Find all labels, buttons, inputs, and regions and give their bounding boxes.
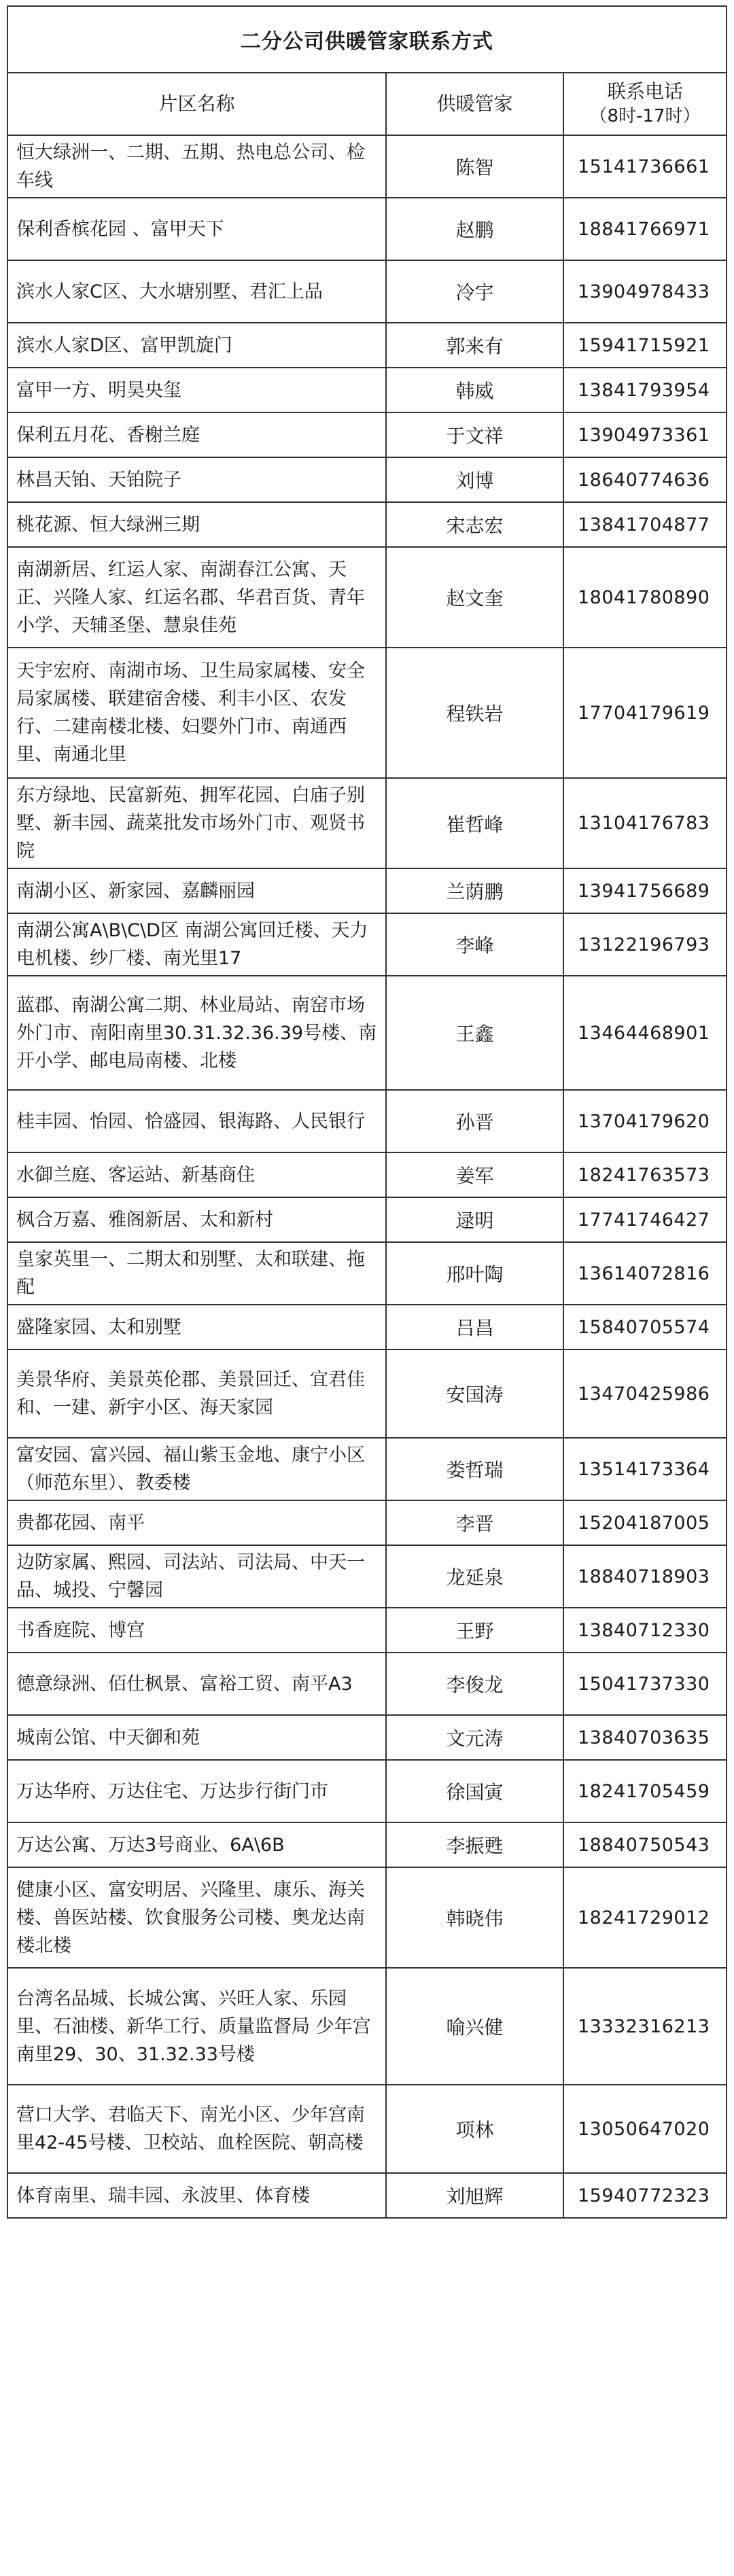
table-row (7, 323, 727, 368)
area-name-cell: 台湾名品城、长城公寓、兴旺人家、乐园里、石油楼、新华工行、质量监督局 少年宫南里29、30、31.32.33号楼 (7, 1968, 386, 2085)
phone-number-cell: 13614072816 (563, 1242, 727, 1305)
table-row (7, 1349, 727, 1438)
area-name-cell: 桃花源、恒大绿洲三期 (7, 502, 386, 547)
area-name-cell: 滨水人家C区、大水塘别墅、君汇上品 (7, 260, 386, 323)
area-name-cell: 万达华府、万达住宅、万达步行街门市 (7, 1760, 386, 1822)
area-name-cell: 美景华府、美景英伦郡、美景回迁、宜君佳和、一建、新宇小区、海天家园 (7, 1349, 386, 1438)
table-row (7, 1653, 727, 1715)
table-row (7, 1545, 727, 1608)
area-name-cell: 体育南里、瑞丰园、永波里、体育楼 (7, 2173, 386, 2218)
table-row (7, 260, 727, 323)
manager-name-cell: 冷宇 (386, 260, 563, 323)
table-row (7, 2173, 727, 2218)
phone-number-cell: 18840718903 (563, 1545, 727, 1608)
phone-number-cell: 13122196793 (563, 913, 727, 976)
table-row (7, 648, 727, 778)
area-name-cell: 边防家属、熙园、司法站、司法局、中天一品、城投、宁馨园 (7, 1545, 386, 1608)
phone-number-cell: 13840703635 (563, 1715, 727, 1760)
phone-number-cell: 13841704877 (563, 502, 727, 547)
phone-number-cell: 15940772323 (563, 2173, 727, 2218)
area-name-cell: 桂丰园、怡园、恰盛园、银海路、人民银行 (7, 1090, 386, 1152)
table-row (7, 1500, 727, 1545)
manager-name-cell: 龙延泉 (386, 1545, 563, 1608)
table-row (7, 1152, 727, 1197)
table-row (7, 2085, 727, 2173)
phone-number-cell: 18241763573 (563, 1152, 727, 1197)
table-row (7, 868, 727, 913)
manager-name-cell: 于文祥 (386, 412, 563, 457)
manager-name-cell: 赵文奎 (386, 547, 563, 648)
table-row (7, 1305, 727, 1349)
table-row (7, 1438, 727, 1500)
area-name-cell: 保利香槟花园 、富甲天下 (7, 198, 386, 260)
manager-name-cell: 李俊龙 (386, 1653, 563, 1715)
phone-number-cell: 13840712330 (563, 1608, 727, 1653)
area-name-cell: 东方绿地、民富新苑、拥军花园、白庙子别墅、新丰园、蔬菜批发市场外门市、观贤书院 (7, 778, 386, 868)
table-row (7, 1968, 727, 2085)
manager-name-cell: 王鑫 (386, 976, 563, 1090)
table-row (7, 778, 727, 868)
table-row (7, 547, 727, 648)
table-row (7, 135, 727, 198)
area-name-cell: 营口大学、君临天下、南光小区、少年宫南里42-45号楼、卫校站、血栓医院、朝高楼 (7, 2085, 386, 2173)
manager-name-cell: 刘博 (386, 457, 563, 502)
area-name-cell: 城南公馆、中天御和苑 (7, 1715, 386, 1760)
phone-number-cell: 18841766971 (563, 198, 727, 260)
manager-name-cell: 赵鹏 (386, 198, 563, 260)
manager-name-cell: 孙晋 (386, 1090, 563, 1152)
area-name-cell: 健康小区、富安明居、兴隆里、康乐、海关楼、兽医站楼、饮食服务公司楼、奥龙达南楼北楼 (7, 1867, 386, 1968)
manager-name-cell: 喻兴健 (386, 1968, 563, 2085)
contact-table (7, 5, 727, 2219)
area-name-cell: 南湖新居、红运人家、南湖春江公寓、天正、兴隆人家、红运名郡、华君百货、青年小学、天辅圣堡、慧泉佳苑 (7, 547, 386, 648)
manager-name-cell: 徐国寅 (386, 1760, 563, 1822)
phone-number-cell: 15041737330 (563, 1653, 727, 1715)
area-name-cell: 保利五月花、香榭兰庭 (7, 412, 386, 457)
area-name-cell: 富安园、富兴园、福山紫玉金地、康宁小区（师范东里）、教委楼 (7, 1438, 386, 1500)
phone-number-cell: 15204187005 (563, 1500, 727, 1545)
area-name-cell: 恒大绿洲一、二期、五期、热电总公司、检车线 (7, 135, 386, 198)
table-row (7, 1197, 727, 1242)
manager-name-cell: 安国涛 (386, 1349, 563, 1438)
header-row (7, 73, 727, 135)
header-area: 片区名称 (7, 73, 386, 135)
phone-number-cell: 15941715921 (563, 323, 727, 368)
manager-name-cell: 宋志宏 (386, 502, 563, 547)
table-row (7, 1822, 727, 1867)
area-name-cell: 天宇宏府、南湖市场、卫生局家属楼、安全局家属楼、联建宿舍楼、利丰小区、农发行、二建南楼北楼、妇婴外门市、南通西里、南通北里 (7, 648, 386, 778)
table-row (7, 457, 727, 502)
table-row (7, 368, 727, 412)
table-row (7, 1242, 727, 1305)
manager-name-cell: 吕昌 (386, 1305, 563, 1349)
header-phone (563, 73, 727, 135)
page-title: 二分公司供暖管家联系方式 (7, 6, 727, 73)
phone-number-cell: 17741746427 (563, 1197, 727, 1242)
area-name-cell: 林昌天铂、天铂院子 (7, 457, 386, 502)
table-row (7, 198, 727, 260)
phone-number-cell: 13470425986 (563, 1349, 727, 1438)
manager-name-cell: 项林 (386, 2085, 563, 2173)
table-row (7, 412, 727, 457)
phone-number-cell: 17704179619 (563, 648, 727, 778)
phone-number-cell: 18241729012 (563, 1867, 727, 1968)
table-row (7, 1760, 727, 1822)
phone-number-cell: 13704179620 (563, 1090, 727, 1152)
manager-name-cell: 邢叶陶 (386, 1242, 563, 1305)
manager-name-cell: 兰荫鹏 (386, 868, 563, 913)
manager-name-cell: 韩威 (386, 368, 563, 412)
manager-name-cell: 姜军 (386, 1152, 563, 1197)
manager-name-cell: 李峰 (386, 913, 563, 976)
phone-number-cell: 18640774636 (563, 457, 727, 502)
area-name-cell: 滨水人家D区、富甲凯旋门 (7, 323, 386, 368)
area-name-cell: 德意绿洲、佰仕枫景、富裕工贸、南平A3 (7, 1653, 386, 1715)
area-name-cell: 皇家英里一、二期太和别墅、太和联建、拖配 (7, 1242, 386, 1305)
table-row (7, 1608, 727, 1653)
phone-number-cell: 13104176783 (563, 778, 727, 868)
area-name-cell: 蓝郡、南湖公寓二期、林业局站、南窑市场外门市、南阳南里30.31.32.36.39号楼、南开小学、邮电局南楼、北楼 (7, 976, 386, 1090)
area-name-cell: 书香庭院、博宫 (7, 1608, 386, 1653)
manager-name-cell: 逯明 (386, 1197, 563, 1242)
header-manager: 供暖管家 (386, 73, 563, 135)
manager-name-cell: 韩晓伟 (386, 1867, 563, 1968)
phone-number-cell: 13841793954 (563, 368, 727, 412)
header-phone-label: 联系电话 (607, 80, 684, 103)
table-row (7, 1090, 727, 1152)
area-name-cell: 贵都花园、南平 (7, 1500, 386, 1545)
phone-number-cell: 18840750543 (563, 1822, 727, 1867)
area-name-cell: 万达公寓、万达3号商业、6A\6B (7, 1822, 386, 1867)
manager-name-cell: 李振甦 (386, 1822, 563, 1867)
phone-number-cell: 15141736661 (563, 135, 727, 198)
title-row (7, 6, 727, 73)
header-phone-hours: （8时-17时） (589, 106, 701, 126)
phone-number-cell: 13904973361 (563, 412, 727, 457)
phone-number-cell: 13464468901 (563, 976, 727, 1090)
table-body (7, 135, 727, 2218)
phone-number-cell: 13904978433 (563, 260, 727, 323)
area-name-cell: 南湖公寓A\B\C\D区 南湖公寓回迁楼、天力电机楼、纱厂楼、南光里17 (7, 913, 386, 976)
phone-number-cell: 13941756689 (563, 868, 727, 913)
phone-number-cell: 13050647020 (563, 2085, 727, 2173)
area-name-cell: 南湖小区、新家园、嘉麟丽园 (7, 868, 386, 913)
phone-number-cell: 13514173364 (563, 1438, 727, 1500)
manager-name-cell: 郭来有 (386, 323, 563, 368)
manager-name-cell: 王野 (386, 1608, 563, 1653)
area-name-cell: 水御兰庭、客运站、新基商住 (7, 1152, 386, 1197)
table-row (7, 1715, 727, 1760)
table-row (7, 913, 727, 976)
manager-name-cell: 刘旭辉 (386, 2173, 563, 2218)
table-row (7, 502, 727, 547)
table-row (7, 1867, 727, 1968)
phone-number-cell: 13332316213 (563, 1968, 727, 2085)
area-name-cell: 盛隆家园、太和别墅 (7, 1305, 386, 1349)
phone-number-cell: 15840705574 (563, 1305, 727, 1349)
manager-name-cell: 崔哲峰 (386, 778, 563, 868)
manager-name-cell: 娄哲瑞 (386, 1438, 563, 1500)
phone-number-cell: 18041780890 (563, 547, 727, 648)
manager-name-cell: 程铁岩 (386, 648, 563, 778)
table-row (7, 976, 727, 1090)
area-name-cell: 富甲一方、明昊央玺 (7, 368, 386, 412)
area-name-cell: 枫合万嘉、雅阁新居、太和新村 (7, 1197, 386, 1242)
manager-name-cell: 文元涛 (386, 1715, 563, 1760)
manager-name-cell: 李晋 (386, 1500, 563, 1545)
manager-name-cell: 陈智 (386, 135, 563, 198)
phone-number-cell: 18241705459 (563, 1760, 727, 1822)
